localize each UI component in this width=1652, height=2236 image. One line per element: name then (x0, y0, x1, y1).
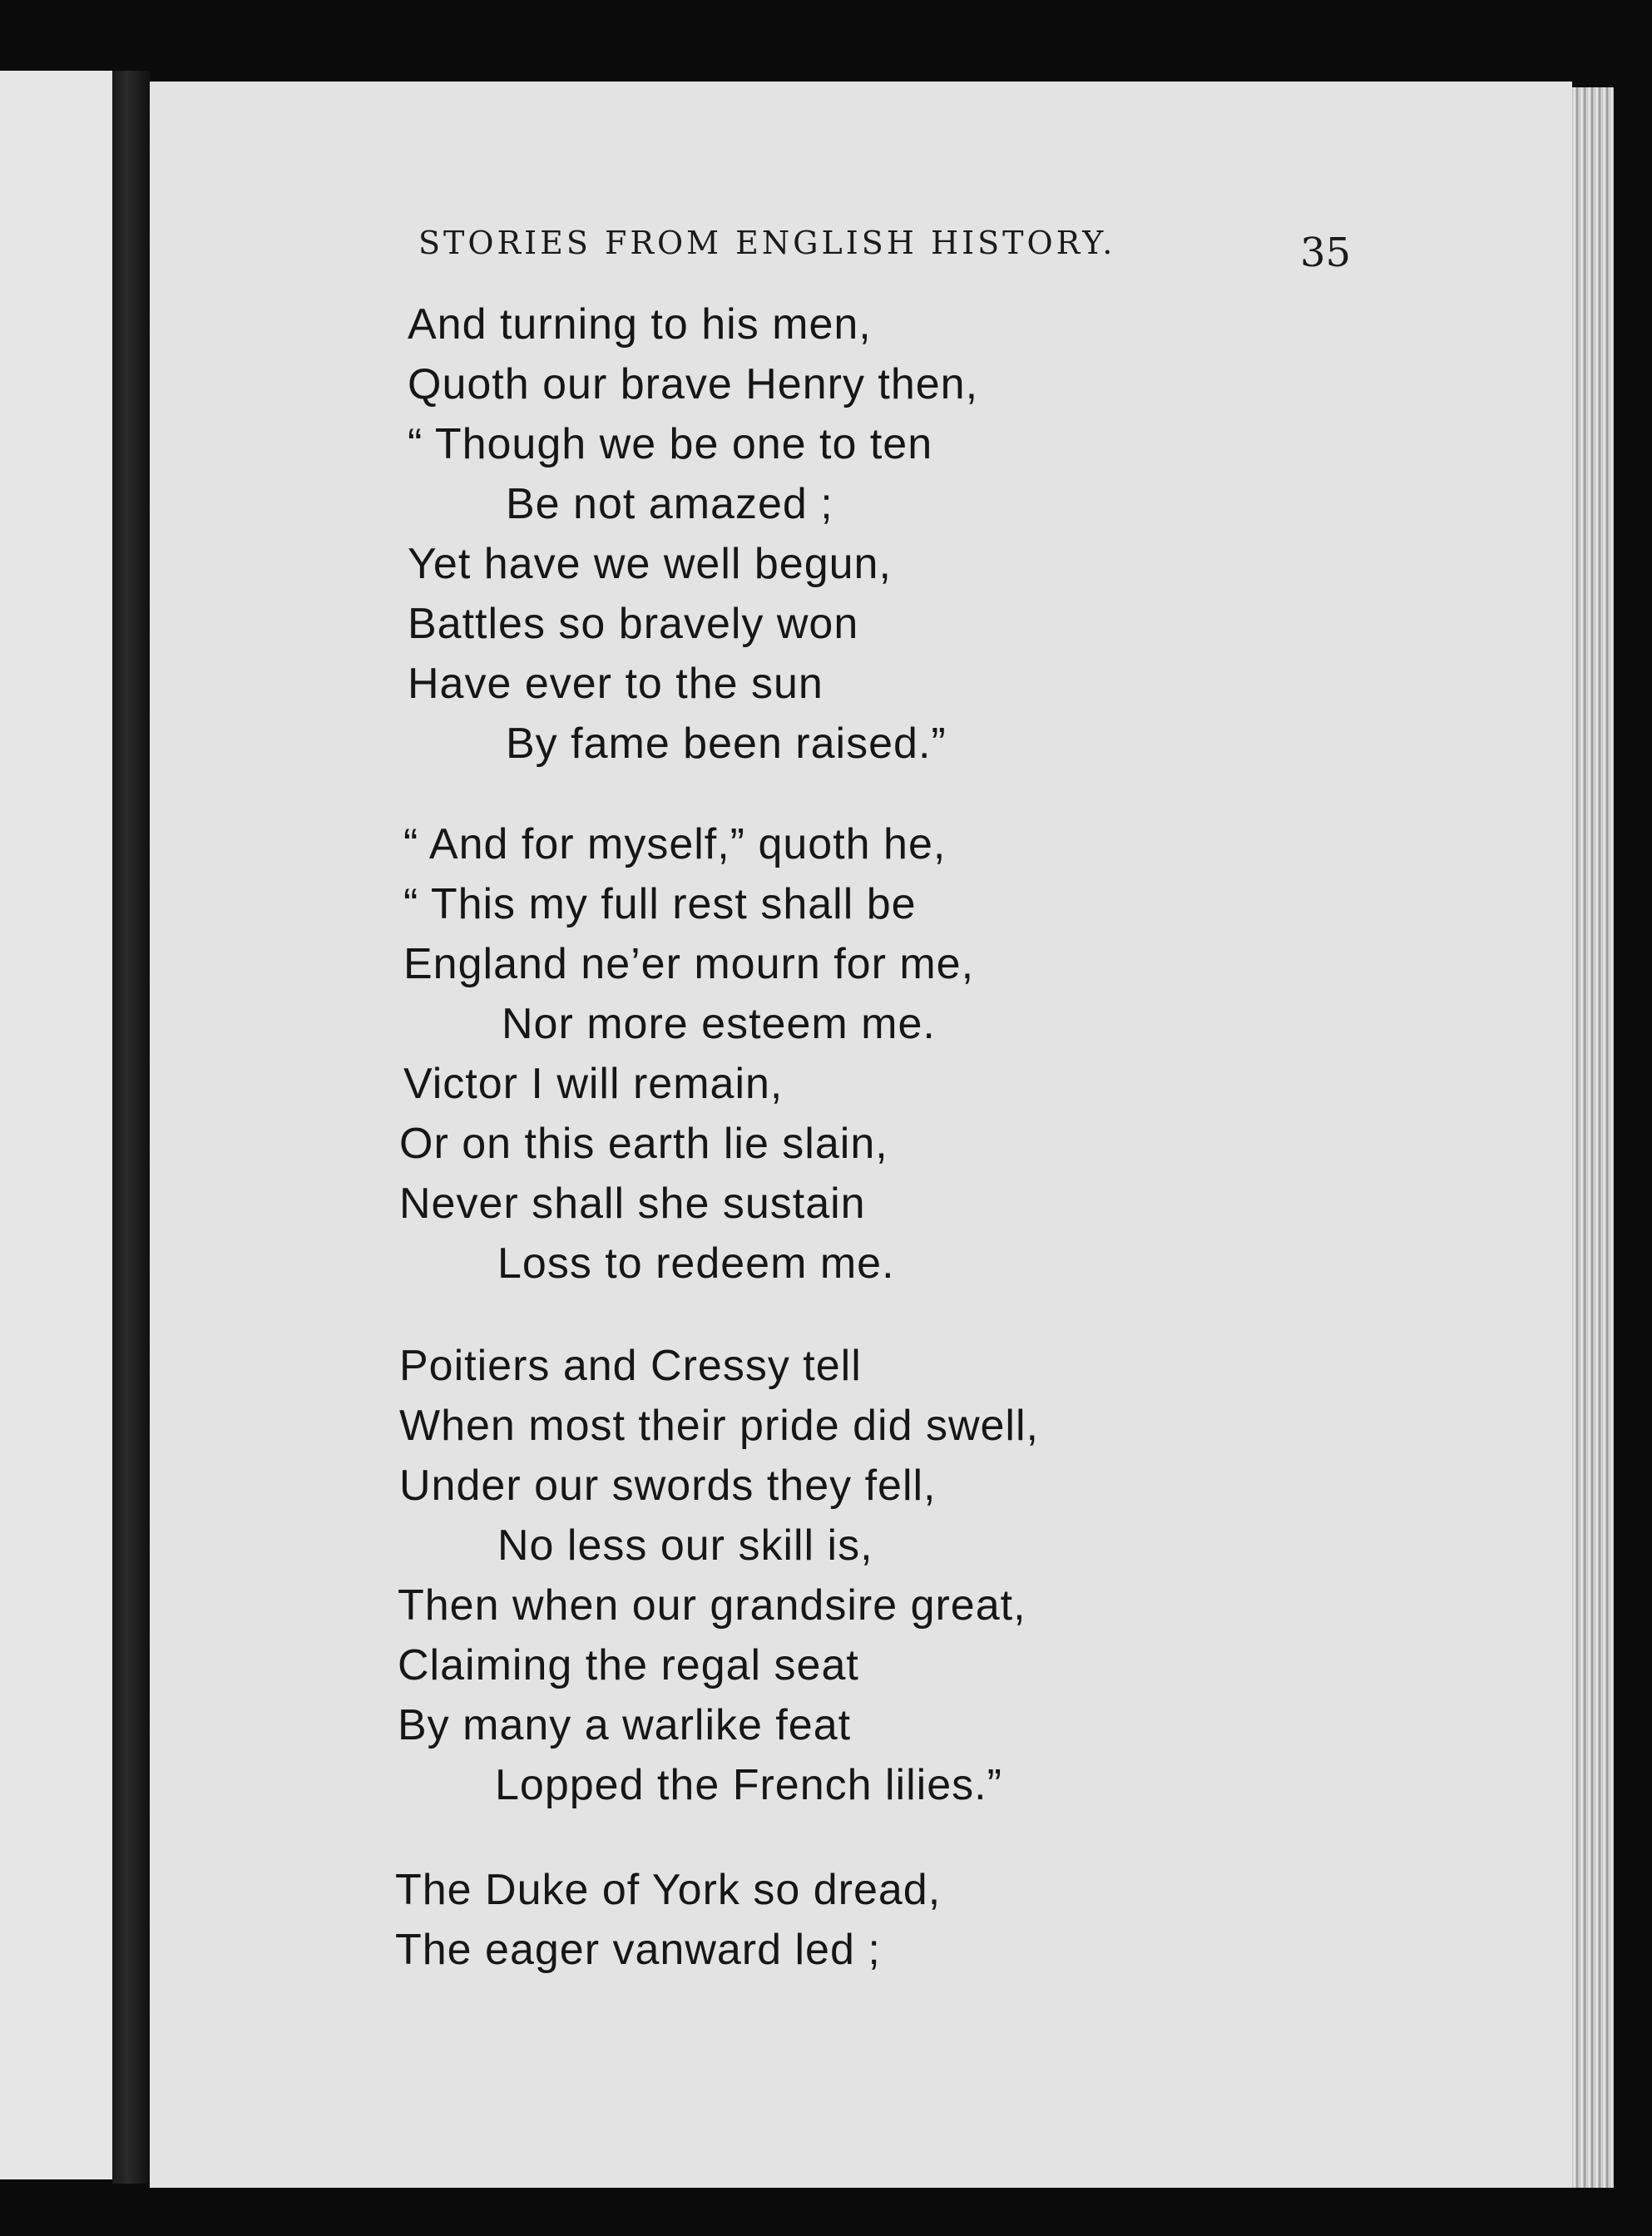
poem-line: Yet have we well begun, (408, 540, 892, 588)
poem-line: And turning to his men, (408, 300, 872, 349)
poem-line: Be not amazed ; (506, 480, 833, 528)
poem-line: “ This my full rest shall be (403, 880, 917, 928)
poem-line: Have ever to the sun (408, 660, 824, 708)
poem-line: The Duke of York so dread, (395, 1866, 942, 1914)
poem-line: Never shall she sustain (399, 1180, 866, 1228)
page-number: 35 (1300, 230, 1352, 276)
poem-line: Then when our grandsire great, (398, 1581, 1026, 1630)
poem-line: Quoth our brave Henry then, (408, 360, 979, 408)
poem-line: “ And for myself,” quoth he, (403, 820, 947, 868)
poem-line: “ Though we be one to ten (408, 420, 933, 468)
poem-line: Or on this earth lie slain, (399, 1120, 888, 1168)
poem-line: The eager vanward led ; (395, 1926, 881, 1974)
book-gutter (112, 71, 150, 2184)
facing-page-edge (0, 71, 112, 2179)
poem-line: Under our swords they fell, (399, 1462, 937, 1510)
poem-line: When most their pride did swell, (399, 1402, 1039, 1450)
poem-line: England ne’er mourn for me, (403, 940, 975, 988)
page-fore-edge (1572, 87, 1614, 2188)
poem-line: By many a warlike feat (398, 1701, 852, 1749)
poem-line: No less our skill is, (497, 1521, 873, 1570)
poem-line: Lopped the French lilies.” (495, 1761, 1002, 1809)
poem-line: Victor I will remain, (403, 1060, 784, 1108)
poem-line: Loss to redeem me. (497, 1239, 895, 1288)
poem-line: Nor more esteem me. (502, 1000, 936, 1048)
poem (395, 0, 1343, 2163)
running-head: STORIES FROM ENGLISH HISTORY. (418, 225, 1116, 261)
poem-line: By fame been raised.” (506, 720, 947, 768)
poem-line: Battles so bravely won (408, 600, 859, 648)
poem-line: Claiming the regal seat (398, 1641, 859, 1689)
poem-line: Poitiers and Cressy tell (399, 1342, 862, 1390)
